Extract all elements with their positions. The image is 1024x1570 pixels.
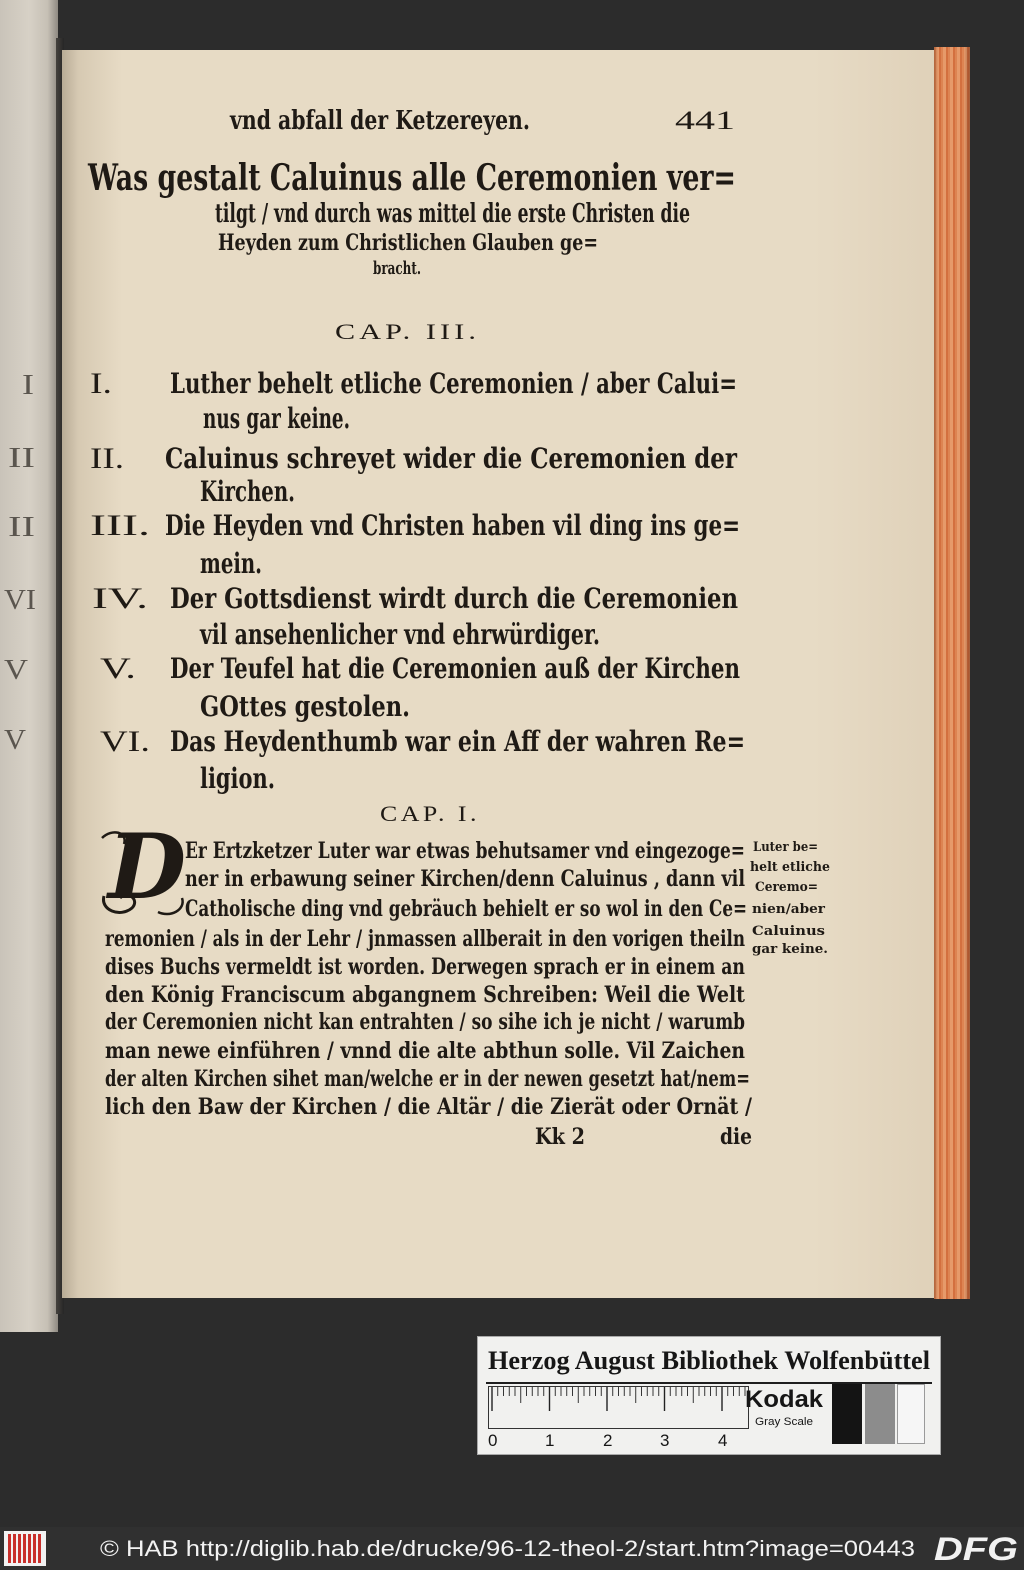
left-page-fragment: II [8, 512, 35, 543]
gray-patch-black [832, 1384, 862, 1444]
title-line: bracht. [373, 258, 421, 279]
summary-line: vil ansehenlicher vnd ehrwürdiger. [200, 618, 601, 651]
summary-line: mein. [200, 547, 262, 580]
summary-line: ligion. [200, 762, 276, 795]
book-page [62, 50, 936, 1298]
hab-barcode-logo-icon [4, 1531, 46, 1566]
margin-note-line: Luter be= [753, 840, 819, 855]
page-number: 441 [675, 106, 736, 135]
summary-numeral: I. [90, 367, 112, 400]
body-line: Er Ertzketzer Luter war etwas behutsamer vnd eingezoge= [185, 838, 745, 864]
summary-line: Das Heydenthumb war ein Aff der wahren Re= [170, 725, 746, 758]
ruler-label: 2 [603, 1431, 613, 1450]
summary-numeral: IV. [92, 582, 148, 615]
card-institution: Herzog August Bibliothek Wolfenbüttel [488, 1346, 930, 1375]
title-line: tilgt / vnd durch was mittel die erste Christen die [215, 199, 690, 229]
margin-note-line: Ceremo= [755, 880, 818, 895]
drop-cap-letter: D [108, 814, 187, 920]
margin-note-line: gar keine. [752, 942, 829, 957]
body-line: ner in erbawung seiner Kirchen/denn Caluinus , dann vil [185, 866, 746, 892]
summary-line: Die Heyden vnd Christen haben vil ding ins ge= [165, 509, 741, 542]
left-page-sliver [0, 0, 58, 1332]
margin-note-line: Caluinus [752, 924, 825, 939]
drop-cap [98, 814, 190, 920]
viewer-footer [0, 1527, 1024, 1570]
ruler-label: 4 [718, 1431, 728, 1450]
summary-line: GOttes gestolen. [200, 690, 410, 723]
summary-heading: CAP. III. [335, 319, 480, 344]
summary-line: Luther behelt etliche Ceremonien / aber Calui= [170, 367, 738, 400]
gray-scale-label: Gray Scale [755, 1416, 813, 1428]
title-line: Heyden zum Christlichen Glauben ge= [218, 230, 598, 256]
gray-patch-white [897, 1384, 925, 1444]
ruler [488, 1386, 750, 1432]
left-page-fragment: I [22, 370, 34, 401]
kodak-brand: Kodak [745, 1386, 824, 1413]
summary-line: Der Teufel hat die Ceremonien auß der Kirchen [170, 652, 740, 685]
ruler-label: 0 [488, 1431, 498, 1450]
ruler-label: 3 [660, 1431, 670, 1450]
margin-note-line: helt etliche [750, 860, 830, 875]
summary-line: Kirchen. [200, 475, 296, 508]
summary-numeral: VI. [100, 725, 150, 758]
left-page-fragment: II [8, 443, 35, 474]
left-page-fragment: VI [4, 585, 36, 616]
running-head: vnd abfall der Ketzereyen. [230, 106, 531, 136]
body-line: der alten Kirchen sihet man/welche er in der newen gesetzt hat/nem= [105, 1066, 751, 1092]
margin-note-line: nien/aber [752, 902, 826, 917]
summary-line: Der Gottsdienst wirdt durch die Ceremonien [170, 582, 738, 615]
body-line: dises Buchs vermeldt ist worden. Derwegen sprach er in einem an [105, 954, 745, 980]
signature-mark: Kk 2 [535, 1124, 585, 1150]
body-line: der Ceremonien nicht kan entrahten / so sihe ich je nicht / warumb [105, 1009, 746, 1035]
dfg-logo: DFG [934, 1531, 1019, 1567]
catchword: die [720, 1124, 753, 1150]
page-edge-coloured [934, 47, 970, 1299]
summary-numeral: III. [90, 509, 151, 542]
footer-copyright-url: © HAB http://diglib.hab.de/drucke/96-12-theol-2/start.htm?image=00443 [100, 1536, 915, 1561]
summary-numeral: II. [90, 442, 125, 475]
body-line: den König Franciscum abgangnem Schreiben: Weil die Welt [105, 982, 745, 1008]
ruler-label: 1 [545, 1431, 555, 1450]
body-line: man newe einführen / vnnd die alte abthun solle. Vil Zaichen [105, 1038, 746, 1064]
summary-line: Caluinus schreyet wider die Ceremonien der [165, 442, 738, 475]
gray-patch-mid [865, 1384, 895, 1444]
title-line: Was gestalt Caluinus alle Ceremonien ver= [88, 157, 736, 199]
chapter-heading: CAP. I. [380, 801, 481, 826]
body-line: remonien / als in der Lehr / jnmassen allberait in den vorigen theiln [105, 926, 746, 952]
left-page-fragment: V [4, 725, 27, 756]
summary-line: nus gar keine. [203, 402, 350, 435]
body-line: lich den Baw der Kirchen / die Altär / die Zierät oder Ornät / [105, 1094, 752, 1120]
body-line: Catholische ding vnd gebräuch behielt er so wol in den Ce= [185, 896, 748, 922]
summary-numeral: V. [100, 652, 136, 685]
color-calibration-card [478, 1337, 940, 1454]
left-page-fragment: V [4, 655, 28, 686]
